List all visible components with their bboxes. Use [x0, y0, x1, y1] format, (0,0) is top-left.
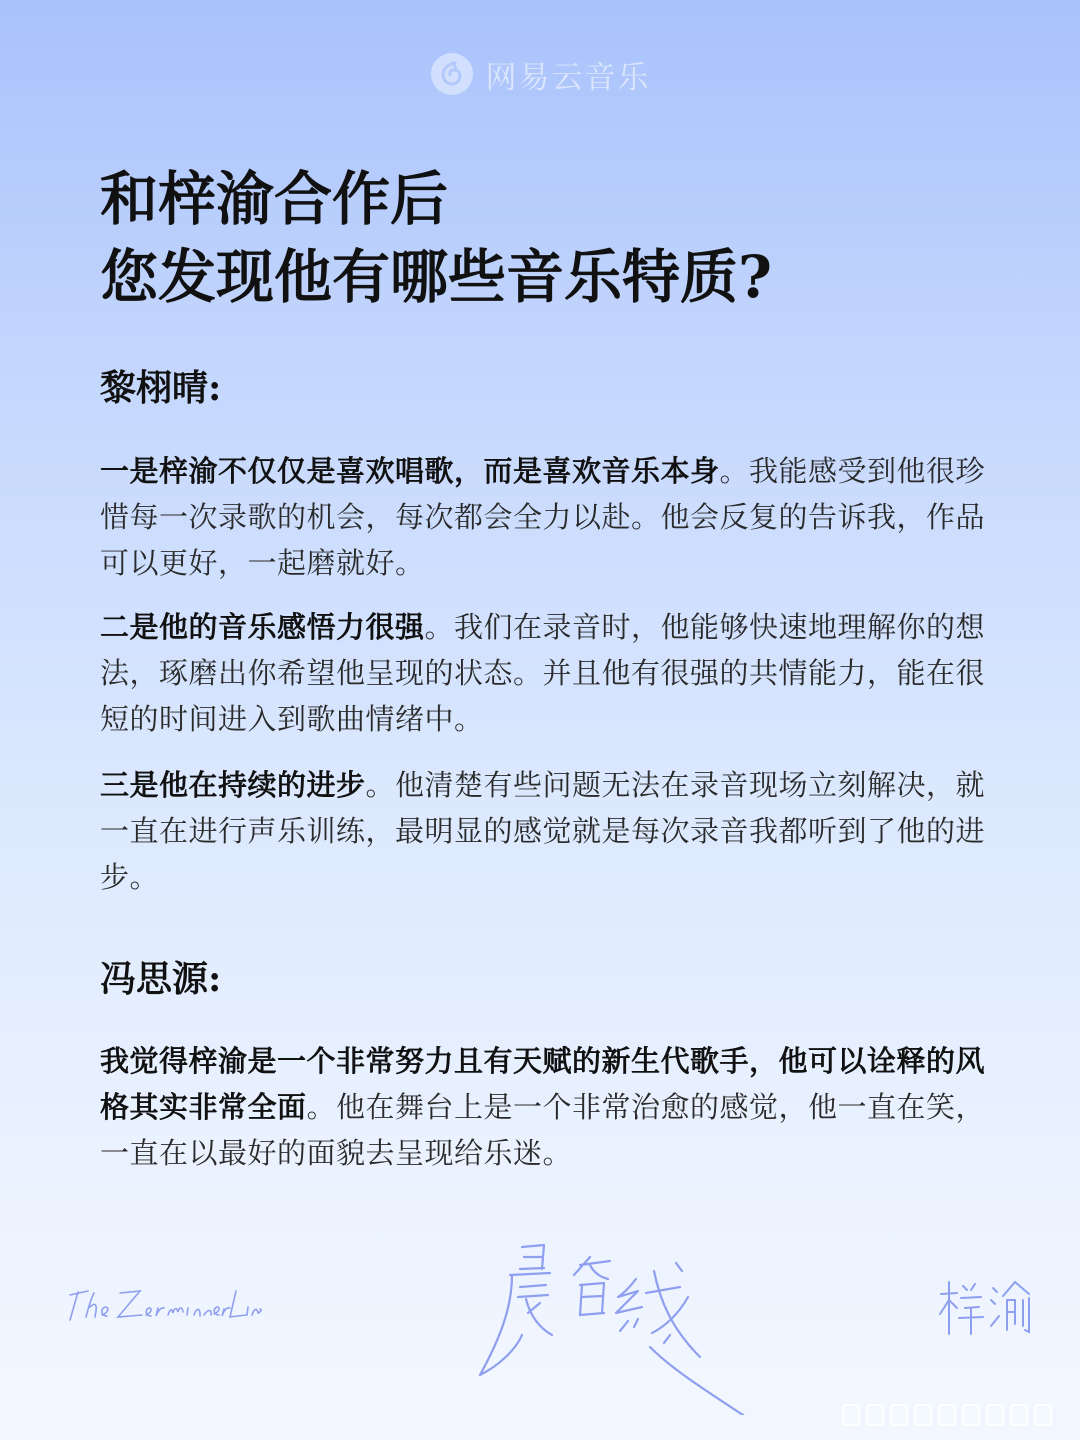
netease-music-logo-icon: [430, 52, 474, 96]
paragraph-highlight: 一是梓渝不仅仅是喜欢唱歌，而是喜欢音乐本身: [100, 454, 720, 488]
paragraph-highlight: 二是他的音乐感悟力很强: [100, 610, 425, 644]
paragraph-text: 。我们在录音时，他能够快速地理解你的想法，琢磨出你希望他呈现的状态。并且他有很强的共情能力，能在很短的时间进入到歌曲情绪中。: [100, 610, 986, 736]
brand-header: [0, 50, 1080, 98]
answer-paragraph: [100, 448, 990, 586]
control-dot-icon: [1034, 1404, 1052, 1426]
answer-paragraph: [100, 1038, 990, 1176]
handwritten-chenhunxian-calligraphy-signature-icon: [440, 1235, 760, 1415]
brand-name: 网易云音乐: [485, 59, 651, 96]
control-dot-icon: [1010, 1404, 1028, 1426]
control-dot-icon: [938, 1404, 956, 1426]
control-dot-icon: [890, 1404, 908, 1426]
page-title: [100, 160, 772, 316]
speaker-name-1: 黎栩晴:: [100, 367, 222, 409]
control-dot-icon: [986, 1404, 1004, 1426]
image-viewer-controls: [842, 1404, 1052, 1426]
handwritten-ziyu-signature-icon: [935, 1278, 1035, 1338]
speaker-name-2: 冯思源:: [100, 958, 222, 1000]
title-line-2: 您发现他有哪些音乐特质?: [100, 243, 772, 311]
paragraph-text: 。他在舞台上是一个非常治愈的感觉，他一直在笑，一直在以最好的面貌去呈现给乐迷。: [100, 1090, 986, 1170]
control-dot-icon: [962, 1404, 980, 1426]
paragraph-highlight: 三是他在持续的进步: [100, 768, 366, 802]
handwritten-the-terminator-line-signature-icon: [64, 1275, 264, 1335]
paragraph-highlight: 我觉得梓渝是一个非常努力且有天赋的新生代歌手，他可以诠释的风格其实非常全面: [100, 1044, 986, 1124]
title-line-1: 和梓渝合作后: [100, 165, 449, 233]
control-dot-icon: [914, 1404, 932, 1426]
paragraph-text: 。他清楚有些问题无法在录音现场立刻解决，就一直在进行声乐训练，最明显的感觉就是每次录音我都听到了他的进步。: [100, 768, 986, 894]
control-dot-icon: [866, 1404, 884, 1426]
answer-paragraph: [100, 604, 990, 742]
control-dot-icon: [842, 1404, 860, 1426]
answer-paragraph: [100, 762, 990, 900]
paragraph-text: 。我能感受到他很珍惜每一次录歌的机会，每次都会全力以赴。他会反复的告诉我，作品可以更好，一起磨就好。: [100, 454, 986, 580]
